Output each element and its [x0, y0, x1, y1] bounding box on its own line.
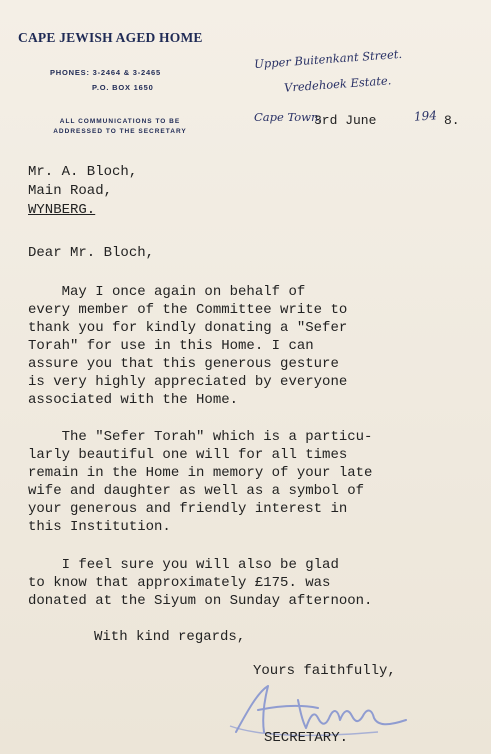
paragraph-line: this Institution. — [28, 519, 171, 535]
sender-city: Cape Town, — [254, 110, 323, 124]
paragraph-line: thank you for kindly donating a "Sefer — [28, 320, 348, 336]
paragraph-line: associated with the Home. — [28, 392, 239, 408]
paragraph-line: to know that approximately £175. was — [28, 575, 331, 591]
paragraph-line: I feel sure you will also be glad — [28, 557, 339, 573]
salutation: Dear Mr. Bloch, — [28, 245, 155, 261]
recipient-line-1: Mr. A. Bloch, — [28, 164, 138, 180]
letterhead-communications-note — [40, 117, 200, 137]
signature-title: SECRETARY. — [264, 730, 349, 746]
paragraph-line: larly beautiful one will for all times — [28, 447, 348, 463]
paragraph-line: every member of the Committee write to — [28, 302, 348, 318]
letter-date-year-typed: 8. — [444, 113, 460, 128]
signoff: Yours faithfully, — [253, 663, 396, 679]
letterhead-name: CAPE JEWISH AGED HOME — [18, 30, 203, 45]
sender-street: Upper Buitenkant Street. — [253, 46, 403, 72]
communications-line-1: ALL COMMUNICATIONS TO BE — [59, 118, 181, 125]
paragraph-line: your generous and friendly interest in — [28, 501, 348, 517]
recipient-line-3: WYNBERG. — [28, 202, 96, 218]
paragraph-line: assure you that this generous gesture — [28, 356, 339, 372]
letter-date: 3rd June — [314, 113, 377, 128]
recipient-line-2: Main Road, — [28, 183, 113, 199]
letter-date-year-printed: 194 — [413, 108, 438, 124]
paragraph-line: remain in the Home in memory of your late — [28, 465, 373, 481]
communications-line-2: ADDRESSED TO THE SECRETARY — [53, 128, 187, 135]
letterhead-phones: PHONES: 3-2464 & 3-2465 — [50, 68, 161, 77]
closing: With kind regards, — [94, 629, 246, 645]
paragraph-line: The "Sefer Torah" which is a particu- — [28, 429, 373, 445]
paragraph-line: Torah" for use in this Home. I can — [28, 338, 314, 354]
letterhead-po-box: P.O. BOX 1650 — [92, 83, 154, 92]
paragraph-line: wife and daughter as well as a symbol of — [28, 483, 365, 499]
paragraph-line: May I once again on behalf of — [28, 284, 306, 300]
paragraph-line: donated at the Siyum on Sunday afternoon. — [28, 593, 373, 609]
sender-estate: Vredehoek Estate. — [283, 73, 392, 95]
paragraph-line: is very highly appreciated by everyone — [28, 374, 348, 390]
